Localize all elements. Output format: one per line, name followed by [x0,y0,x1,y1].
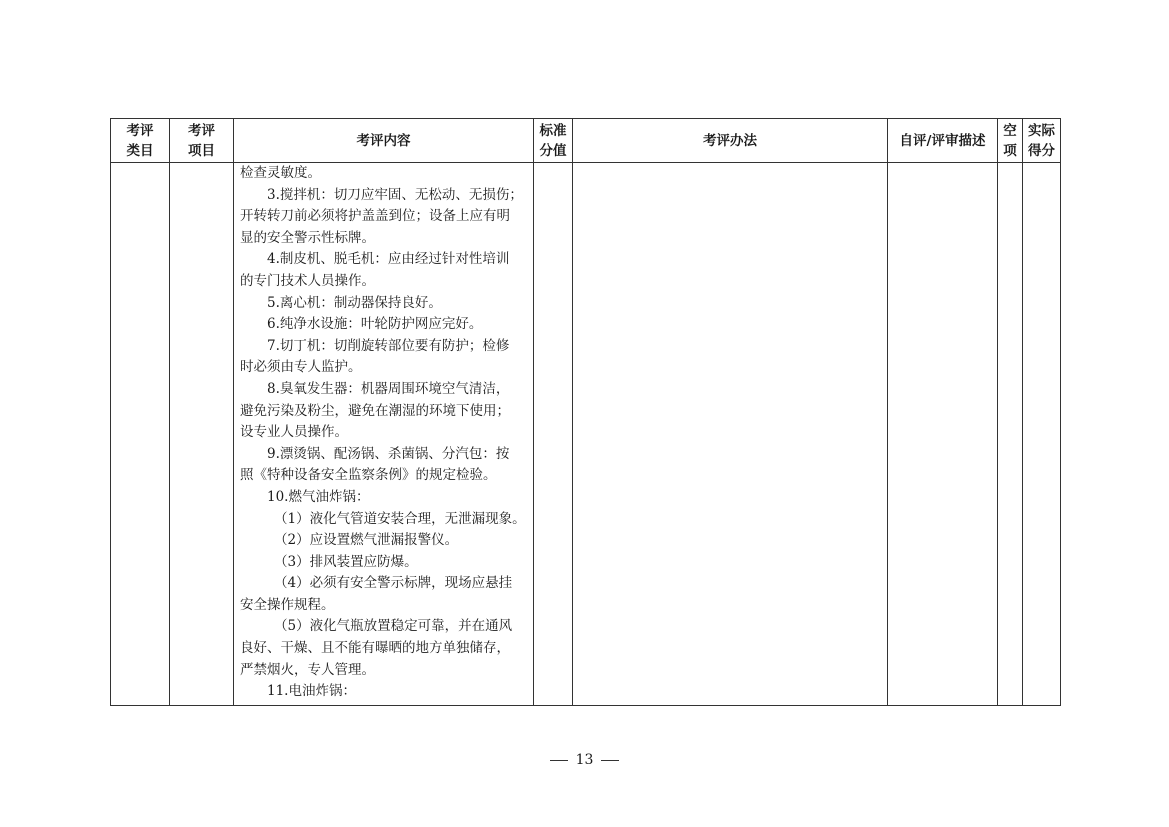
content-line: 11.电油炸锅： [267,683,356,700]
header-item [170,119,234,163]
content-line: 显的安全警示性标牌。 [240,229,375,246]
header-row [111,119,1061,163]
content-line: 7.切丁机：切削旋转部位要有防护；检修 [267,337,510,354]
content-line: 时必须由专人监护。 [240,359,362,376]
header-item-line1: 考评 [188,122,215,139]
content-line: 10.燃气油炸锅： [267,488,370,505]
header-actual-line2: 得分 [1028,142,1055,159]
page-number: 13 [575,752,594,768]
table-row [111,163,1061,706]
header-score [534,119,573,163]
header-score-line2: 分值 [539,142,567,159]
evaluation-table [110,118,1061,706]
content-line: （1）液化气管道安装合理，无泄漏现象。 [274,510,526,527]
content-line: 严禁烟火，专人管理。 [240,661,375,678]
footer-dash-left [550,760,568,761]
header-self-review: 自评/评审描述 [888,119,998,163]
content-line: 9.漂烫锅、配汤锅、杀菌锅、分汽包：按 [267,445,510,462]
content-line: 4.制皮机、脱毛机：应由经过针对性培训 [267,251,510,268]
score-cell [534,163,573,706]
content-line: （2）应设置燃气泄漏报警仪。 [274,532,459,549]
header-method: 考评办法 [573,119,888,163]
header-category-line2: 类目 [126,142,154,159]
content-line: 设专业人员操作。 [240,424,348,441]
header-actual [1023,119,1061,163]
content-line: 检查灵敏度。 [240,165,321,181]
content-line: 避免污染及粉尘，避免在潮湿的环境下使用； [240,402,510,419]
content-line: （5）液化气瓶放置稳定可靠，并在通风 [274,618,513,635]
header-na-line1: 空 [1003,122,1017,139]
content-line: 开转转刀前必须将护盖盖到位；设备上应有明 [240,208,510,225]
content-line: （3）排风装置应防爆。 [274,553,418,570]
content-line: 安全操作规程。 [240,596,335,613]
content-line: 照《特种设备安全监察条例》的规定检验。 [240,467,497,484]
content-line: 5.离心机：制动器保持良好。 [267,294,442,311]
header-item-line2: 项目 [188,142,215,159]
header-actual-line1: 实际 [1028,122,1055,139]
header-na [998,119,1023,163]
header-na-line2: 项 [1003,142,1017,159]
header-content: 考评内容 [234,119,534,163]
na-cell [998,163,1023,706]
content-line: 良好、干燥、且不能有曝晒的地方单独储存， [240,640,510,657]
content-line: 3.搅拌机：切刀应牢固、无松动、无损伤； [267,186,523,203]
header-category [111,119,170,163]
page-footer [0,752,1169,768]
category-cell [111,163,170,706]
method-cell [573,163,888,706]
content-line: 6.纯净水设施：叶轮防护网应完好。 [267,316,483,333]
content-line: （4）必须有安全警示标牌，现场应悬挂 [274,575,513,592]
footer-dash-right [601,760,619,761]
header-score-line1: 标准 [539,122,567,139]
item-cell [170,163,234,706]
content-line: 8.臭氧发生器：机器周围环境空气清洁， [267,380,510,397]
actual-score-cell [1023,163,1061,706]
self-review-cell [888,163,998,706]
content-line: 的专门技术人员操作。 [240,272,375,289]
content-cell [234,163,534,706]
header-category-line1: 考评 [126,122,154,139]
content-lines [234,163,533,703]
